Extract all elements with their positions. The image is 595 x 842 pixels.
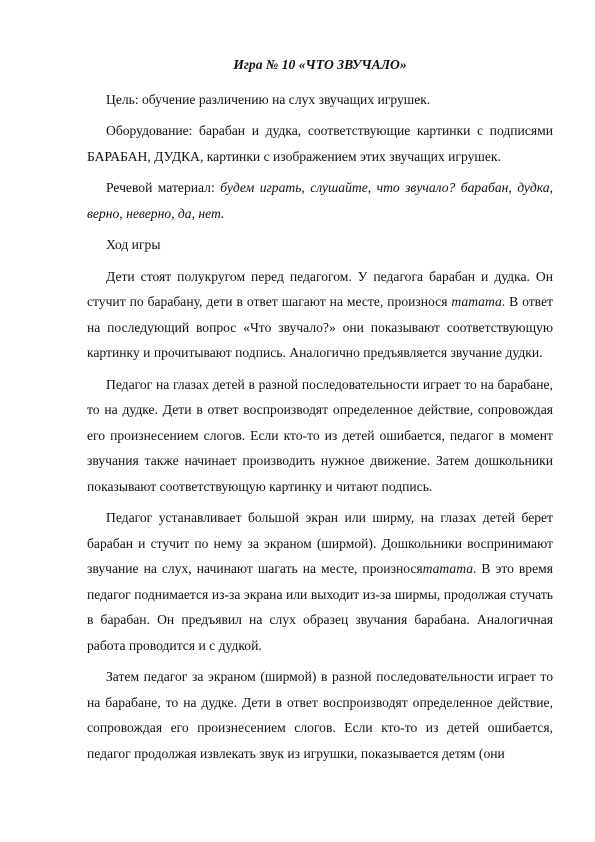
game-progress-heading: Ход игры — [106, 237, 161, 252]
paragraph-1-part-a: Дети стоят полукругом перед педагогом. У педагога барабан и дудка. Он стучит по барабану, дети в ответ шагают на месте, произнося — [87, 268, 553, 309]
paragraph-1 — [87, 264, 553, 366]
paragraph-2: Педагог на глазах детей в разной последовательности играет то на барабане, то на дудке. Дети в ответ воспроизводят определенное действие, сопровождая его произнесением слогов. Если кто-то из детей ошибается, педагог в момент звучания также начинает производить нужное движение. Затем дошкольники показывают соответствующую картинку и читают подпись. — [87, 376, 553, 494]
speech-material-text: будем играть, слушайте, что звучало? барабан, дудка, верно, неверно, да, нет. — [87, 180, 554, 221]
equipment-paragraph: Оборудование: барабан и дудка, соответствующие картинки с подписями БАРАБАН, ДУДКА, картинки с изображением этих звучащих игрушек. — [87, 123, 553, 164]
paragraph-1-italic: татата — [451, 294, 502, 309]
paragraph-3-part-a: Педагог устанавливает большой экран или ширму, на глазах детей берет барабан и стучит по нему за экраном (ширмой). Дошкольники воспринимают звучание на слух, начинают шагать на месте, произнося — [87, 510, 553, 576]
paragraph-3 — [87, 505, 553, 658]
speech-material-label: Речевой материал: — [106, 180, 221, 195]
paragraph-1-part-b: . В ответ на последующий вопрос «Что звучало?» они показывают соответствующую картинку и прочитывают подпись. Аналогично предъявляется звучание дудки. — [87, 294, 553, 360]
paragraph-3-italic: татата — [422, 561, 473, 576]
paragraph-4: Затем педагог за экраном (ширмой) в разной последовательности играет то на барабане, то на дудке. Дети в ответ воспроизводят определенное действие, сопровождая его произнесением слогов. Если кто-то из детей ошибается, педагог продолжая извлекать звук из игрушки, показывается детям (они — [87, 669, 553, 761]
speech-material-paragraph — [87, 175, 553, 226]
game-title: Игра № 10 «ЧТО ЗВУЧАЛО» — [233, 57, 407, 72]
paragraph-3-part-b: . В это время педагог поднимается из-за экрана или выходит из-за ширмы, продолжая стучать в барабан. Он предъявил на слух образец звучания барабана. Аналогичная работа проводится и с дудкой. — [87, 561, 553, 653]
goal-paragraph: Цель: обучение различению на слух звучащих игрушек. — [106, 91, 431, 107]
document-body — [87, 52, 553, 772]
